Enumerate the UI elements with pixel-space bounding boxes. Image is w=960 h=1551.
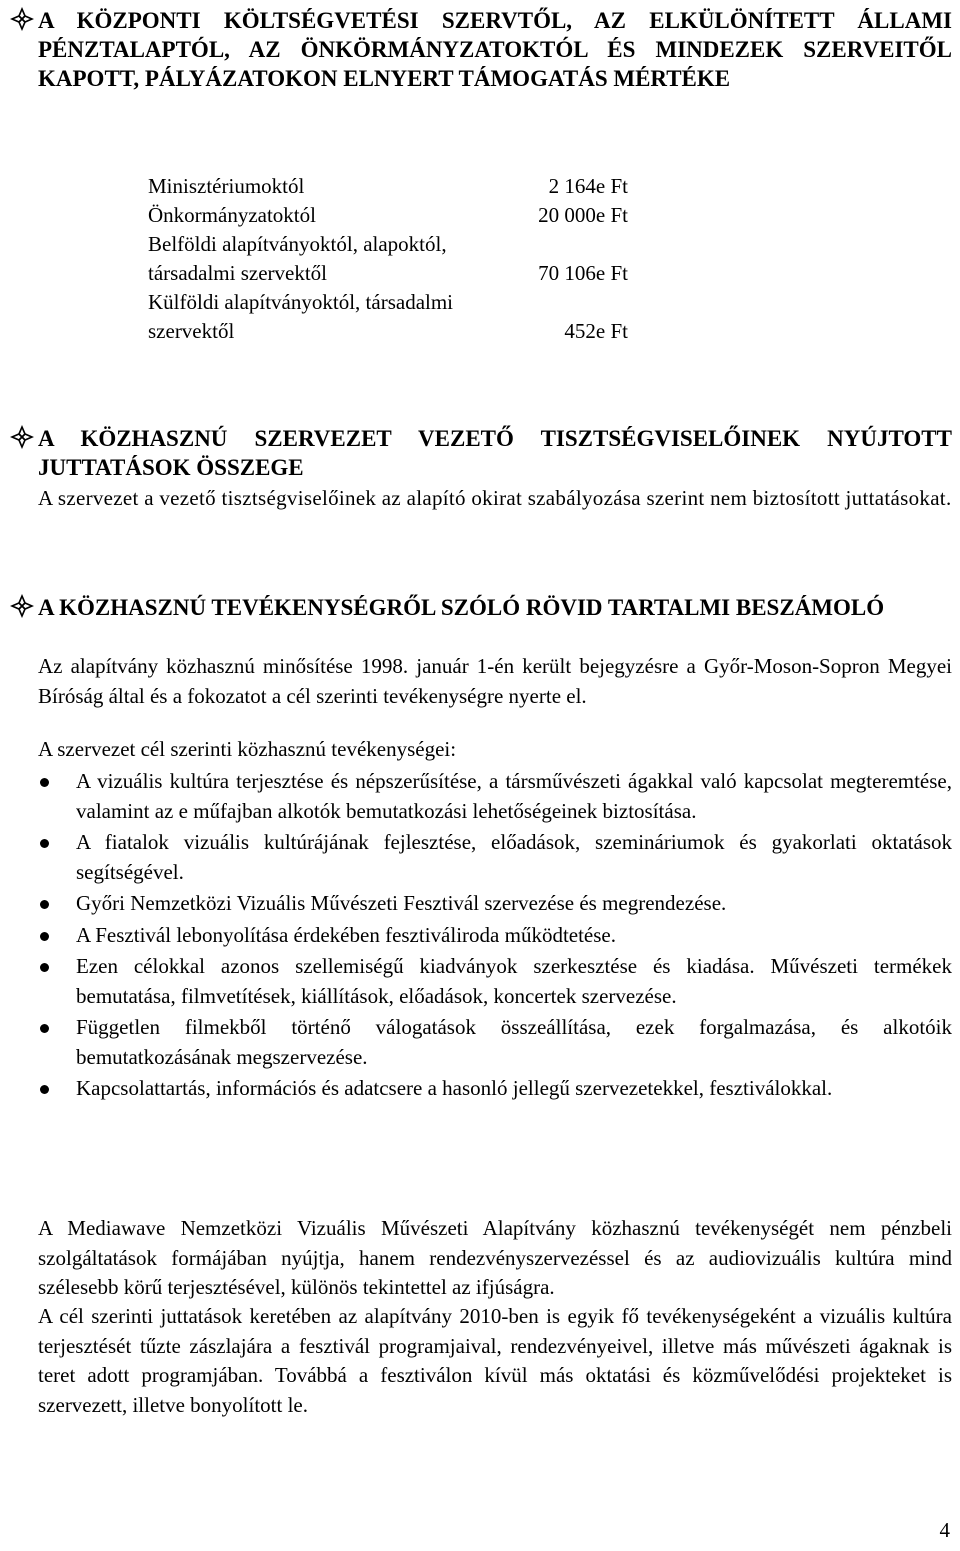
funding-source: Külföldi alapítványoktól, társadalmi szervektől [148,290,454,343]
compensation-text: A szervezet a vezető tisztségviselőinek az alapító okirat szabályozása szerint nem biztosított juttatásokat. [38,486,952,510]
funding-table [148,172,628,346]
funding-amount: 452e Ft [564,319,628,343]
list-item-text: Ezen célokkal azonos szellemiségű kiadványok szerkesztése és kiadása. Művészeti termékek bemutatása, filmvetítések, kiállítások, előadások, koncertek szervezése. [76,954,952,1008]
section-title: A KÖZHASZNÚ SZERVEZET VEZETŐ TISZTSÉGVISELŐINEK NYÚJTOTT JUTTATÁSOK ÖSSZEGE [38,426,952,480]
section-heading-compensation [10,424,952,482]
list-item-text: Független filmekből történő válogatások összeállítása, ezek forgalmazása, és alkotóik bemutatkozásának megszervezése. [76,1015,952,1069]
section-heading-report [10,593,952,622]
activities-list [38,767,952,1106]
list-item [38,1013,952,1072]
diamond-bullet-icon [10,425,34,449]
diamond-bullet-icon [10,7,34,31]
diamond-bullet-icon [10,594,34,618]
bullet-dot-icon [40,932,49,941]
funding-amount: 70 106e Ft [538,261,628,285]
activities-intro: A szervezet cél szerinti közhasznú tevékenységei: [38,737,457,761]
section-heading-support [10,6,952,93]
list-item [38,1074,952,1104]
bullet-dot-icon [40,963,49,972]
list-item-text: A vizuális kultúra terjesztése és népszerűsítése, a társművészeti ágakkal való kapcsolat megteremtése, valamint az e műfajban alkotók bemutatkozási lehetőségeinek biztosítása. [76,769,952,823]
list-item-text: A fiatalok vizuális kultúrájának fejlesztése, előadások, szemináriumok és gyakorlati oktatások segítségével. [76,830,952,884]
bullet-dot-icon [40,1085,49,1094]
funding-source: Belföldi alapítványoktól, alapoktól, társadalmi szervektől [148,232,447,285]
funding-source: Minisztériumoktól [148,174,305,198]
list-item-text: Kapcsolattartás, információs és adatcsere a hasonló jellegű szervezetekkel, fesztiválokkal. [76,1076,833,1100]
closing-paragraph-1: A Mediawave Nemzetközi Vizuális Művészeti Alapítvány közhasznú tevékenységét nem pénzbeli szolgáltatások formájában nyújtja, hanem rendezvényszervezéssel és az audiovizuális kultúra mind szélesebb körű terjesztésével, különös tekintettel az ifjúságra. [38,1216,952,1299]
report-intro-text: Az alapítvány közhasznú minősítése 1998. január 1-én került bejegyzésre a Győr-Moson-Sopron Megyei Bíróság által és a fokozatot a cél szerinti tevékenységre nyerte el. [38,654,952,708]
section-title: A KÖZPONTI KÖLTSÉGVETÉSI SZERVTŐL, AZ ELKÜLÖNÍTETT ÁLLAMI PÉNZTALAPTÓL, AZ ÖNKÖRMÁNYZATOKTÓL ÉS MINDEZEK SZERVEITŐL KAPOTT, PÁLYÁZATOKON ELNYERT TÁMOGATÁS MÉRTÉKE [38,8,952,91]
list-item [38,889,952,919]
funding-source: Önkormányzatoktól [148,203,316,227]
list-item [38,921,952,951]
funding-amount: 20 000e Ft [538,203,628,227]
bullet-dot-icon [40,900,49,909]
list-item [38,767,952,826]
list-item-text: A Fesztivál lebonyolítása érdekében fesztiváliroda működtetése. [76,922,616,947]
funding-row [148,288,628,346]
list-item [38,828,952,887]
funding-row [148,201,628,230]
bullet-dot-icon [40,1024,49,1033]
funding-amount: 2 164e Ft [548,174,628,198]
funding-row [148,172,628,201]
list-item-text: Győri Nemzetközi Vizuális Művészeti Fesztivál szervezése és megrendezése. [76,891,727,915]
bullet-dot-icon [40,839,49,848]
funding-row [148,230,628,288]
page-number: 4 [939,1518,950,1542]
bullet-dot-icon [40,778,49,787]
section-title: A KÖZHASZNÚ TEVÉKENYSÉGRŐL SZÓLÓ RÖVID TARTALMI BESZÁMOLÓ [38,595,885,620]
closing-paragraph-2: A cél szerinti juttatások keretében az alapítvány 2010-ben is egyik fő tevékenységeként a vizuális kultúra terjesztését tűzte zászlajára a fesztivál programjaival, rendezvényeivel, illetve más művészeti ágaknak is teret adott programjában. Továbbá a fesztiválon kívül más oktatási és közművelődési projekteket is szervezett, illetve bonyolított le. [38,1304,952,1417]
list-item [38,952,952,1011]
